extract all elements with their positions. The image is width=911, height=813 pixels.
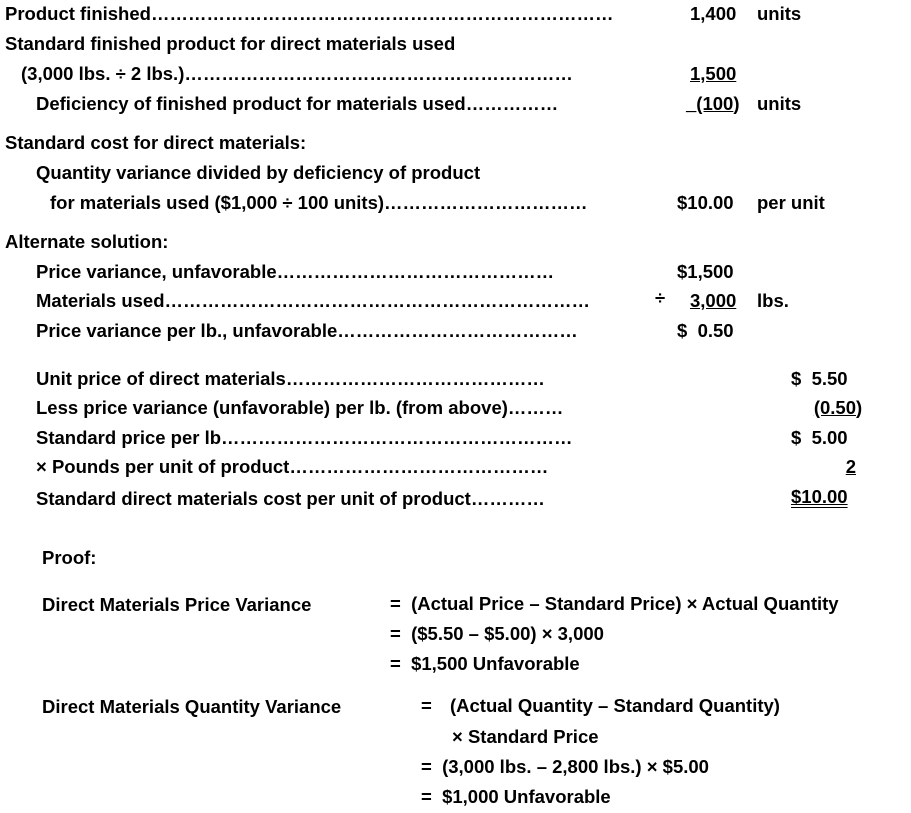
row-product-finished-unit: units [757,3,802,24]
proof-price-variance-line-2: = ($5.50 – $5.00) × 3,000 [390,623,604,644]
row-standard-price-label: Standard price per lb………………………………………………… [36,427,573,448]
row-less-price-variance-value: (0.50 [813,397,856,418]
row-lbs-ratio-label: (3,000 lbs. ÷ 2 lbs.)……………………………………………………… [21,63,573,84]
row-pounds-per-unit-value: 2 [845,456,856,477]
row-quantity-variance-label: Quantity variance divided by deficiency of product [36,162,481,183]
row-materials-used-label: Materials used…………………………………………………………… [36,290,591,311]
row-pounds-per-unit-label: × Pounds per unit of product…………………………………… [36,456,549,477]
proof-quantity-variance-line-4: = $1,000 Unfavorable [421,786,611,807]
proof-quantity-variance-label: Direct Materials Quantity Variance [42,696,342,717]
row-materials-used-per-unit-label: for materials used ($1,000 ÷ 100 units)…………………………… [50,192,588,213]
row-less-price-variance-close: ) [856,397,863,418]
row-unit-price-value: $ 5.50 [791,368,848,389]
row-standard-cost-per-unit-value: $10.00 [791,486,848,507]
row-price-variance-per-lb-value: $ 0.50 [677,320,734,341]
row-materials-used-op: ÷ [655,287,666,308]
proof-price-variance-line-1: = (Actual Price – Standard Price) × Actual Quantity [390,593,839,614]
row-standard-cost-heading: Standard cost for direct materials: [5,132,307,153]
row-unit-price-label: Unit price of direct materials…………………………………… [36,368,545,389]
proof-price-variance-line-3: = $1,500 Unfavorable [390,653,580,674]
row-deficiency-value: (100 [696,93,734,114]
row-price-variance-label: Price variance, unfavorable……………………………………… [36,261,555,282]
row-materials-used-per-unit-value: $10.00 [677,192,734,213]
row-standard-cost-per-unit-label: Standard direct materials cost per unit of product………… [36,488,545,509]
proof-quantity-variance-line-3: = (3,000 lbs. – 2,800 lbs.) × $5.00 [421,756,709,777]
row-deficiency-pad: _ [686,93,697,114]
proof-quantity-variance-line-1: (Actual Quantity – Standard Quantity) [450,695,780,716]
row-deficiency-unit: units [757,93,802,114]
row-materials-used-value: 3,000 [690,290,737,311]
row-deficiency-label: Deficiency of finished product for materials used…………… [36,93,559,114]
proof-price-variance-label: Direct Materials Price Variance [42,594,312,615]
row-product-finished-value: 1,400 [690,3,737,24]
row-price-variance-value: $1,500 [677,261,734,282]
row-product-finished-label: Product finished………………………………………………………………… [5,3,614,24]
row-standard-finished-label: Standard finished product for direct materials used [5,33,456,54]
row-price-variance-per-lb-label: Price variance per lb., unfavorable………………………………… [36,320,578,341]
row-materials-used-unit: lbs. [757,290,789,311]
row-materials-used-per-unit-unit: per unit [757,192,825,213]
row-deficiency-close: ) [733,93,740,114]
row-standard-price-value: $ 5.00 [791,427,848,448]
row-less-price-variance-value-group [786,397,862,419]
proof-quantity-variance-eq: = [421,695,432,716]
proof-quantity-variance-line-2: × Standard Price [452,726,599,747]
row-alternate-solution-heading: Alternate solution: [5,231,169,252]
row-lbs-ratio-value: 1,500 [690,63,737,84]
row-deficiency-value-group [686,93,740,115]
proof-heading: Proof: [42,547,97,568]
row-less-price-variance-label: Less price variance (unfavorable) per lb. (from above)……… [36,397,564,418]
